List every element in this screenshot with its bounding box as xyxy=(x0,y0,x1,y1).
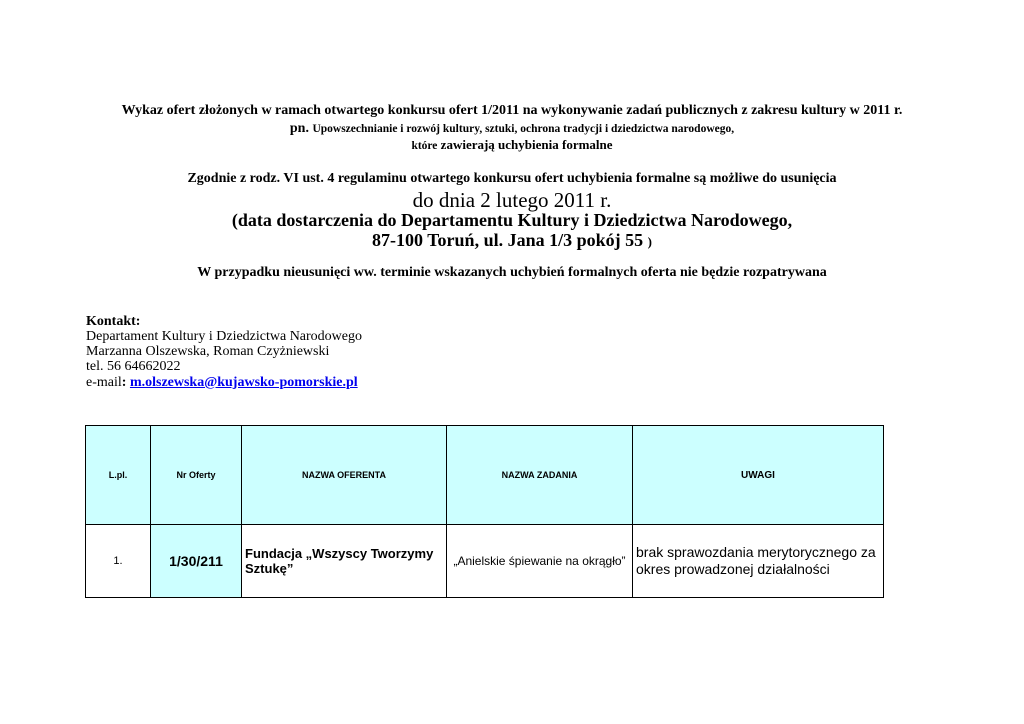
header-nazwa-oferenta: NAZWA OFERENTA xyxy=(242,426,447,525)
header-nr-oferty: Nr Oferty xyxy=(151,426,242,525)
title-line-3-prefix: które xyxy=(411,140,438,152)
header-lp: L.pl. xyxy=(86,426,151,525)
cell-zadanie: „Anielskie śpiewanie na okrągło” xyxy=(447,525,633,598)
cell-oferent: Fundacja „Wszyscy Tworzymy Sztukę” xyxy=(242,525,447,598)
email-link[interactable]: m.olszewska@kujawsko-pomorskie.pl xyxy=(129,375,358,390)
cell-lp: 1. xyxy=(86,525,151,598)
contact-label: Kontakt: xyxy=(86,314,141,329)
regulation-note: Zgodnie z rodz. VI ust. 4 regulaminu otwartego konkursu ofert uchybienia formalne są możliwe do usunięcia xyxy=(187,171,837,186)
table-row xyxy=(86,525,884,598)
email-colon: : xyxy=(121,375,127,390)
title-line-3-text: zawierają uchybienia formalne xyxy=(440,137,613,152)
title-line-2 xyxy=(0,121,1024,137)
header-uwagi: UWAGI xyxy=(633,426,884,525)
delivery-note: (data dostarczenia do Departamentu Kultury i Dziedzictwa Narodowego, xyxy=(231,210,793,230)
cell-uwagi: brak sprawozdania merytorycznego za okres prowadzonej działalności xyxy=(633,525,884,598)
warning-note: W przypadku nieusunięci ww. terminie wskazanych uchybień formalnych oferta nie będzie rozpatrywana xyxy=(197,265,827,280)
title-line-2-text: Upowszechnianie i rozwój kultury, sztuki, ochrona tradycji i dziedzictwa narodowego, xyxy=(312,123,735,135)
title-line-2-prefix: pn. xyxy=(289,121,309,136)
address-text: 87-100 Toruń, ul. Jana 1/3 pokój 55 xyxy=(372,230,644,250)
header-nazwa-zadania: NAZWA ZADANIA xyxy=(447,426,633,525)
contact-persons: Marzanna Olszewska, Roman Czyżniewski xyxy=(86,344,330,359)
cell-nr-oferty: 1/30/211 xyxy=(151,525,242,598)
title-line-3 xyxy=(0,137,1024,153)
contact-phone: tel. 56 64662022 xyxy=(86,359,181,374)
deadline: do dnia 2 lutego 2011 r. xyxy=(412,188,612,212)
contact-department: Departament Kultury i Dziedzictwa Narodowego xyxy=(86,329,363,344)
contact-email-line xyxy=(86,375,358,390)
offers-table xyxy=(85,425,884,598)
email-label: e-mail xyxy=(86,375,122,390)
delivery-address xyxy=(0,230,1024,251)
address-close: ) xyxy=(647,234,652,249)
title-line-1: Wykaz ofert złożonych w ramach otwartego konkursu ofert 1/2011 na wykonywanie zadań publicznych z zakresu kultury w 2011 r. xyxy=(121,103,903,118)
table-header-row xyxy=(86,426,884,525)
